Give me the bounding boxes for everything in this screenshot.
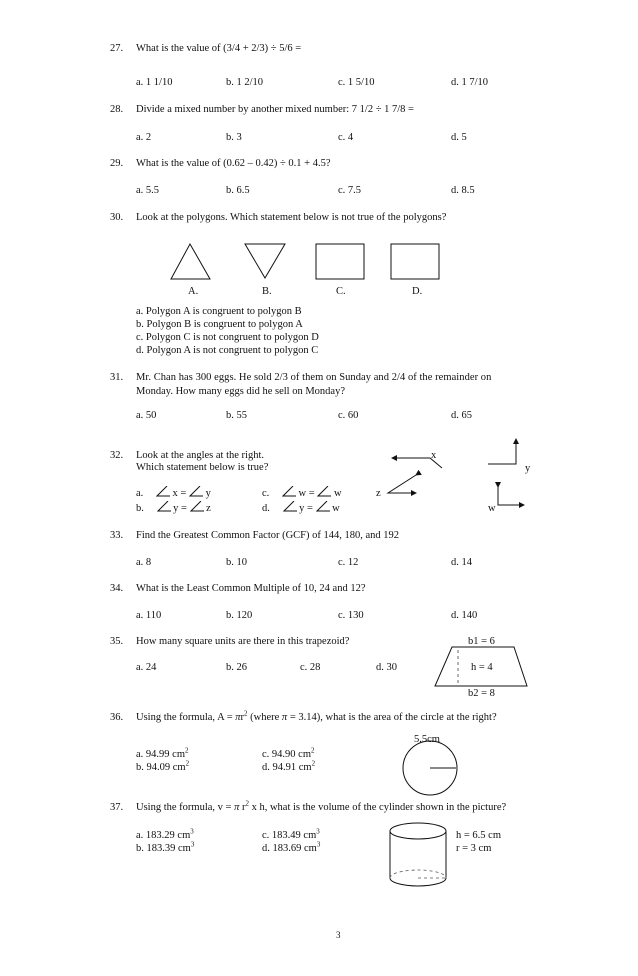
angle-symbol-icon [317, 486, 331, 497]
trapezoid-b1-label: b1 = 6 [468, 636, 495, 647]
question-number: 36. [110, 712, 124, 723]
choice-b: b. 3 [226, 132, 242, 143]
question-text: Using the formula, $A = \pi r^2$ (where π = 3.14), what is the area of the circle at the right? [136, 709, 497, 723]
question-number: 33. [110, 530, 124, 541]
question-number: 27. [110, 43, 124, 54]
polygon-d [391, 244, 439, 279]
choice-d: d. 8.5 [451, 185, 475, 196]
cylinder-bottom-back [390, 870, 446, 878]
angle-w [498, 487, 524, 505]
circle-figure [400, 738, 460, 798]
choice-c: c. 1 5/10 [338, 77, 375, 88]
polygon-c [316, 244, 364, 279]
angle-symbol-icon [190, 501, 204, 512]
question-text-line2: Which statement below is true? [136, 462, 269, 473]
cylinder-top [390, 823, 446, 839]
choice-a: a. 50 [136, 410, 157, 421]
choice-d: d. 140 [451, 610, 478, 621]
question-number: 29. [110, 158, 124, 169]
choice-a: a. 5.5 [136, 185, 160, 196]
polygons-figure [160, 240, 450, 282]
choice-a: a. Polygon A is congruent to polygon B [136, 306, 302, 317]
angle-label-z: z [376, 488, 381, 499]
choice-d: d. y = w [262, 503, 340, 514]
choice-b: b. 1 2/10 [226, 77, 264, 88]
polygon-label-c: C. [336, 286, 346, 297]
question-text: What is the Least Common Multiple of 10, 24 and 12? [136, 583, 366, 594]
choice-d: d. 65 [451, 410, 472, 421]
choice-a: a. 110 [136, 610, 162, 621]
choice-b: b. 55 [226, 410, 247, 421]
question-number: 30. [110, 212, 124, 223]
question-text: Find the Greatest Common Factor (GCF) of 144, 180, and 192 [136, 530, 400, 541]
choice-d: d. Polygon A is not congruent to polygon C [136, 345, 319, 356]
choice-b: b. 26 [226, 662, 247, 673]
choice-b: b. y = z [136, 503, 211, 514]
angle-y [488, 439, 516, 464]
question-text-line2: Monday. How many eggs did he sell on Monday? [136, 386, 345, 397]
cylinder-bottom-front [390, 878, 446, 886]
cylinder-figure [385, 820, 451, 892]
choice-c: c. 4 [338, 132, 354, 143]
question-number: 31. [110, 372, 124, 383]
choice-b: b. 6.5 [226, 185, 250, 196]
angle-symbol-icon [157, 501, 171, 512]
angle-symbol-icon [283, 501, 297, 512]
angle-symbol-icon [156, 486, 170, 497]
choice-c: c. 130 [338, 610, 364, 621]
choice-b: b. 10 [226, 557, 247, 568]
choice-a: a. 1 1/10 [136, 77, 173, 88]
question-text: Divide a mixed number by another mixed number: 7 1/2 ÷ 1 7/8 = [136, 104, 414, 115]
question-number: 32. [110, 450, 124, 461]
question-number: 37. [110, 802, 124, 813]
angle-z [388, 475, 416, 493]
question-text: What is the value of (3/4 + 2/3) ÷ 5/6 = [136, 43, 302, 54]
choice-b: b. 94.09 $cm^2$ [136, 759, 190, 773]
angle-symbol-icon [316, 501, 330, 512]
choice-c: c. 28 [300, 662, 321, 673]
polygon-b [245, 244, 285, 278]
cylinder-r-label: r = 3 cm [456, 843, 492, 854]
choice-c: c. Polygon C is not congruent to polygon D [136, 332, 319, 343]
question-number: 28. [110, 104, 124, 115]
choice-b: b. Polygon B is congruent to polygon A [136, 319, 303, 330]
choice-a: a. x = y [136, 488, 211, 499]
choice-a: a. 183.29 $cm^3$ [136, 827, 194, 841]
question-text-line1: Look at the angles at the right. [136, 450, 265, 461]
polygon-label-d: D. [412, 286, 423, 297]
polygon-label-a: A. [188, 286, 199, 297]
question-text: How many square units are there in this trapezoid? [136, 636, 350, 647]
question-text: Look at the polygons. Which statement below is not true of the polygons? [136, 212, 447, 223]
page-number: 3 [336, 930, 341, 940]
angle-symbol-icon [282, 486, 296, 497]
question-number: 34. [110, 583, 124, 594]
choice-c: c. 60 [338, 410, 359, 421]
choice-c: c. 183.49 $cm^3$ [262, 827, 320, 841]
angle-label-y: y [525, 463, 531, 474]
choice-c: c. 7.5 [338, 185, 362, 196]
choice-d: d. 30 [376, 662, 397, 673]
question-text: Using the formula, v = π $r^2$ x h, what is the volume of the cylinder shown in the picture? [136, 799, 507, 813]
polygon-a [171, 244, 210, 279]
trapezoid-h-label: h = 4 [471, 662, 493, 673]
choice-c: c. w = w [262, 488, 342, 499]
circle-radius-label: 5.5cm [414, 734, 440, 745]
choice-d: d. 14 [451, 557, 472, 568]
choice-d: d. 5 [451, 132, 467, 143]
question-text: What is the value of (0.62 – 0.42) ÷ 0.1 + 4.5? [136, 158, 331, 169]
choice-d: d. 183.69 $cm^3$ [262, 840, 321, 854]
choice-a: a. 2 [136, 132, 152, 143]
choice-b: b. 183.39 $cm^3$ [136, 840, 195, 854]
choice-a: a. 24 [136, 662, 157, 673]
trapezoid-b2-label: b2 = 8 [468, 688, 495, 699]
cylinder-h-label: h = 6.5 cm [456, 830, 501, 841]
choice-b: b. 120 [226, 610, 253, 621]
question-text-line1: Mr. Chan has 300 eggs. He sold 2/3 of them on Sunday and 2/4 of the remainder on [136, 372, 492, 383]
choice-c: c. 94.90 $cm^2$ [262, 746, 315, 760]
choice-d: d. 1 7/10 [451, 77, 489, 88]
angle-label-w: w [488, 503, 496, 514]
choice-a: a. 94.99 $cm^2$ [136, 746, 189, 760]
question-number: 35. [110, 636, 124, 647]
angles-figure [380, 435, 540, 515]
choice-d: d. 94.91 $cm^2$ [262, 759, 316, 773]
polygon-label-b: B. [262, 286, 272, 297]
angle-symbol-icon [189, 486, 203, 497]
angle-label-x: x [431, 450, 437, 461]
choice-c: c. 12 [338, 557, 359, 568]
choice-a: a. 8 [136, 557, 152, 568]
